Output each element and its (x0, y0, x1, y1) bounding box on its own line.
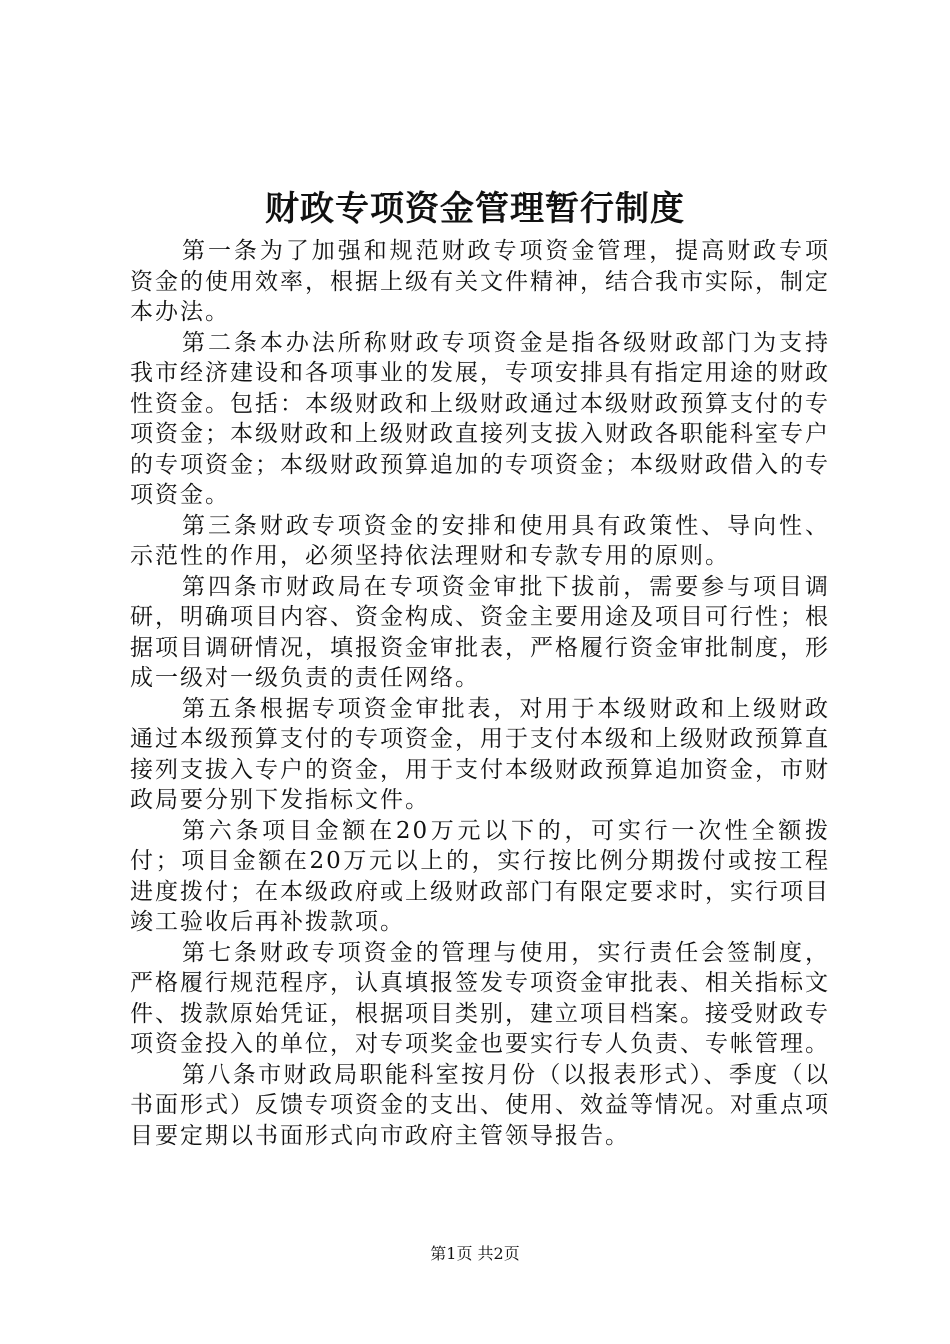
article-7-paragraph: 第七条财政专项资金的管理与使用，实行责任会签制度，严格履行规范程序，认真填报签发专项资金审批表、相关指标文件、拨款原始凭证，根据项目类别，建立项目档案。接受财政专项资金投入的单位，对专项奖金也要实行专人负责、专帐管理。 (130, 939, 830, 1057)
page-number-footer: 第1页 共2页 (430, 1244, 520, 1263)
article-3-paragraph: 第三条财政专项资金的安排和使用具有政策性、导向性、示范性的作用，必须坚持依法理财和专款专用的原则。 (130, 512, 830, 569)
article-5-paragraph: 第五条根据专项资金审批表，对用于本级财政和上级财政通过本级预算支付的专项资金，用于支付本级和上级财政预算直接列支拔入专户的资金，用于支付本级财政预算追加资金，市财政局要分别下发指标文件。 (130, 695, 830, 813)
article-2-paragraph: 第二条本办法所称财政专项资金是指各级财政部门为支持我市经济建设和各项事业的发展，专项安排具有指定用途的财政性资金。包括：本级财政和上级财政通过本级财政预算支付的专项资金；本级财政和上级财政直接列支拔入财政各职能科室专户的专项资金；本级财政预算追加的专项资金；本级财政借入的专项资金。 (130, 329, 830, 508)
article-1-paragraph: 第一条为了加强和规范财政专项资金管理，提高财政专项资金的使用效率，根据上级有关文件精神，结合我市实际，制定本办法。 (130, 238, 830, 325)
article-6-paragraph: 第六条项目金额在20万元以下的，可实行一次性全额拨付；项目金额在20万元以上的，实行按比例分期拨付或按工程进度拨付；在本级政府或上级财政部门有限定要求时，实行项目竣工验收后再补拨款项。 (130, 817, 830, 935)
article-8-paragraph: 第八条市财政局职能科室按月份（以报表形式）、季度（以书面形式）反馈专项资金的支出、使用、效益等情况。对重点项目要定期以书面形式向市政府主管领导报告。 (130, 1061, 830, 1149)
document-body (130, 236, 830, 1151)
article-4-paragraph: 第四条市财政局在专项资金审批下拔前，需要参与项目调研，明确项目内容、资金构成、资金主要用途及项目可行性；根据项目调研情况，填报资金审批表，严格履行资金审批制度，形成一级对一级负责的责任网络。 (130, 573, 830, 691)
document-title: 财政专项资金管理暂行制度 (265, 189, 685, 229)
